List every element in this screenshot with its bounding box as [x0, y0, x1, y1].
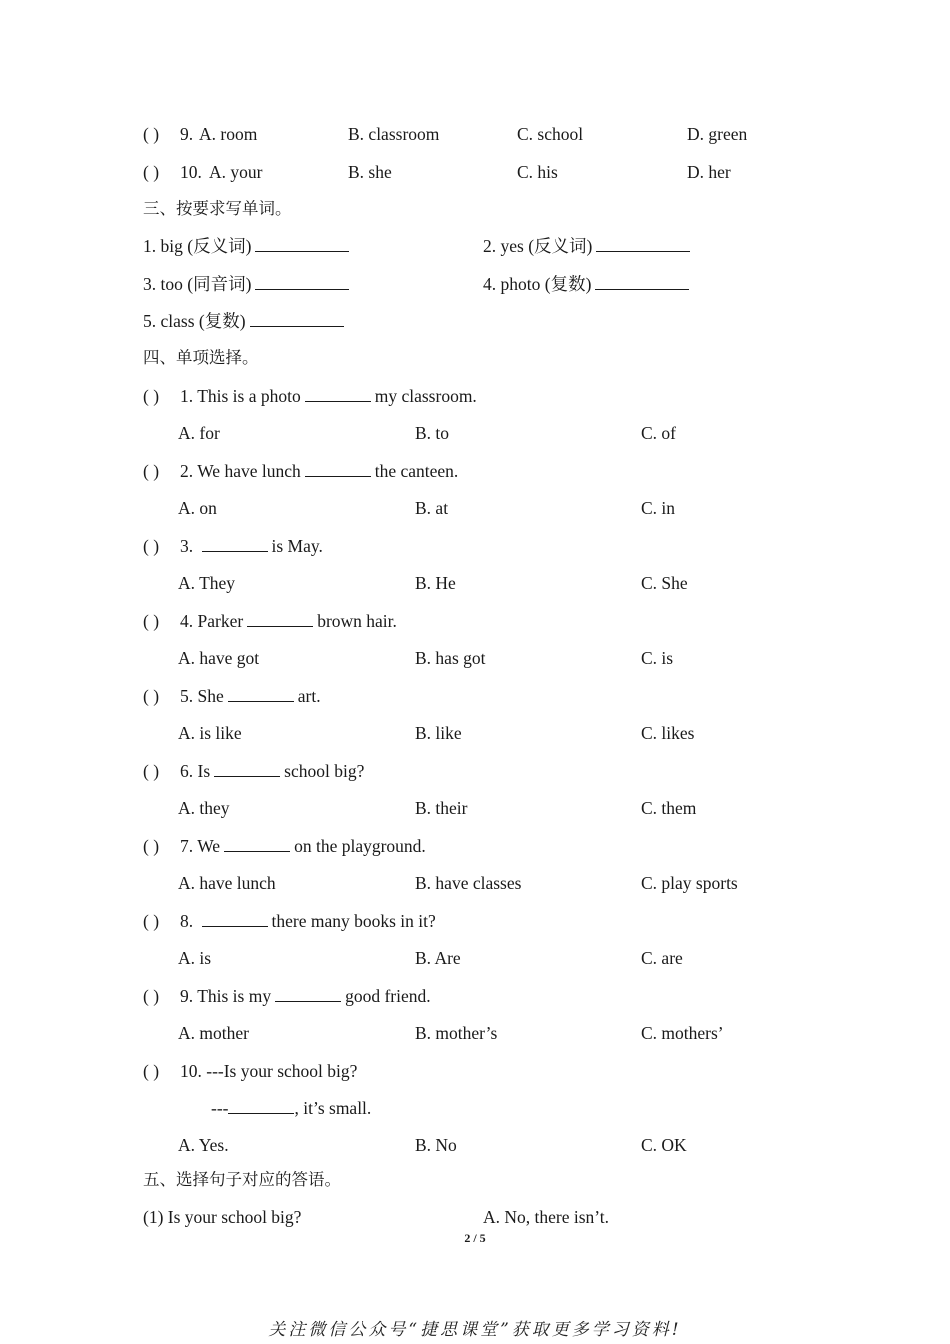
- question-number: 5.: [180, 686, 194, 706]
- question-stem: [180, 907, 436, 935]
- option-a[interactable]: A. they: [178, 798, 230, 818]
- reply-suffix: , it’s small.: [294, 1098, 372, 1118]
- answer-paren[interactable]: ( ): [143, 461, 160, 481]
- option-a[interactable]: A. have got: [178, 648, 260, 668]
- answer-blank[interactable]: [255, 237, 349, 252]
- question-2: [0, 457, 950, 485]
- question-stem: [180, 982, 431, 1010]
- question-1: [0, 382, 950, 410]
- question-9-options: [0, 1019, 950, 1047]
- question-text-after: brown hair.: [317, 611, 397, 631]
- option-b[interactable]: B. Are: [415, 948, 461, 968]
- question-text-after: my classroom.: [374, 386, 477, 406]
- answer-blank[interactable]: [202, 537, 268, 552]
- word-task-3: [143, 270, 353, 298]
- question-5: [0, 682, 950, 710]
- question-6-options: [0, 794, 950, 822]
- option-b: B. she: [348, 162, 392, 182]
- question-4: [0, 607, 950, 635]
- answer-blank[interactable]: [255, 275, 349, 290]
- section-3-row-2: [0, 270, 950, 298]
- option-b: B. classroom: [348, 124, 440, 144]
- section-5-row-1: [0, 1203, 950, 1231]
- question-text-after: school big?: [284, 761, 365, 781]
- word-task-label: 4. photo (复数): [483, 274, 592, 294]
- option-a: A. your: [209, 162, 263, 182]
- answer-blank[interactable]: [595, 275, 689, 290]
- answer-blank[interactable]: [224, 837, 290, 852]
- word-task-label: 5. class (复数): [143, 311, 246, 331]
- question-8-options: [0, 944, 950, 972]
- question-text-after: on the playground.: [294, 836, 426, 856]
- question-text-after: art.: [297, 686, 321, 706]
- question-1-options: [0, 419, 950, 447]
- question-3: [0, 532, 950, 560]
- option-a[interactable]: A. Yes.: [178, 1135, 229, 1155]
- answer-paren: ( ): [143, 162, 160, 182]
- option-c[interactable]: C. mothers’: [641, 1023, 724, 1043]
- option-c[interactable]: C. them: [641, 798, 697, 818]
- option-c[interactable]: C. are: [641, 948, 683, 968]
- option-b[interactable]: B. mother’s: [415, 1023, 498, 1043]
- option-d: D. green: [687, 124, 748, 144]
- option-a[interactable]: A. on: [178, 498, 217, 518]
- question-number: 9.: [180, 124, 194, 144]
- option-a[interactable]: A. is like: [178, 723, 242, 743]
- question-number: 9.: [180, 986, 194, 1006]
- section-5-title: [0, 1166, 950, 1194]
- option-c[interactable]: C. play sports: [641, 873, 738, 893]
- word-task-2: [483, 232, 694, 260]
- question-9: [0, 982, 950, 1010]
- question-number: 10.: [180, 162, 202, 182]
- answer-blank[interactable]: [275, 987, 341, 1002]
- answer-blank[interactable]: [228, 687, 294, 702]
- question-stem: [180, 607, 397, 635]
- answer-blank[interactable]: [214, 762, 280, 777]
- question-stem: [180, 532, 323, 560]
- answer-paren[interactable]: ( ): [143, 836, 160, 856]
- option-b[interactable]: B. at: [415, 498, 449, 518]
- question-7-options: [0, 869, 950, 897]
- question-text-before: This is my: [197, 986, 272, 1006]
- option-b[interactable]: B. like: [415, 723, 462, 743]
- answer-paren[interactable]: ( ): [143, 1061, 160, 1081]
- question-text-before: We have lunch: [197, 461, 301, 481]
- question-text-before: This is a photo: [197, 386, 301, 406]
- option-c[interactable]: C. OK: [641, 1135, 687, 1155]
- question-number: 1.: [180, 386, 194, 406]
- option-b[interactable]: B. to: [415, 423, 450, 443]
- question-stem: [180, 1057, 357, 1085]
- answer-paren: ( ): [143, 124, 160, 144]
- answer-blank[interactable]: [228, 1099, 294, 1114]
- option-a[interactable]: A. have lunch: [178, 873, 276, 893]
- option-b[interactable]: B. He: [415, 573, 456, 593]
- question-text-before: We: [197, 836, 221, 856]
- question-text-before: Is: [197, 761, 211, 781]
- option-d: D. her: [687, 162, 731, 182]
- question-6: [0, 757, 950, 785]
- option-c[interactable]: C. likes: [641, 723, 695, 743]
- match-answer: A. No, there isn’t.: [483, 1207, 610, 1227]
- reply-line: [211, 1094, 371, 1122]
- reply-prefix: ---: [211, 1098, 229, 1118]
- question-number: 4.: [180, 611, 194, 631]
- vocab-question-10: [0, 158, 950, 186]
- question-10: [0, 1057, 950, 1085]
- page-number: 2 / 5: [464, 1231, 486, 1245]
- option-b[interactable]: B. their: [415, 798, 468, 818]
- option-a[interactable]: A. is: [178, 948, 212, 968]
- section-title: 三、按要求写单词。: [143, 199, 292, 218]
- option-c: C. his: [517, 162, 558, 182]
- word-task-label: 1. big (反义词): [143, 236, 252, 256]
- question-stem: [180, 832, 426, 860]
- question-number: 2.: [180, 461, 194, 481]
- question-10-options: [0, 1131, 950, 1159]
- answer-blank[interactable]: [247, 612, 313, 627]
- answer-blank[interactable]: [596, 237, 690, 252]
- question-text-after: the canteen.: [374, 461, 459, 481]
- option-c[interactable]: C. She: [641, 573, 688, 593]
- question-stem: [180, 382, 477, 410]
- footer-note: 关注微信公众号“捷思课堂”获取更多学习资料!: [268, 1320, 682, 1340]
- section-3-row-3: [0, 307, 950, 335]
- question-5-options: [0, 719, 950, 747]
- question-3-options: [0, 569, 950, 597]
- question-number: 3.: [180, 536, 194, 556]
- option-a[interactable]: A. mother: [178, 1023, 249, 1043]
- question-10-reply: [0, 1094, 950, 1122]
- question-text: ---Is your school big?: [206, 1061, 358, 1081]
- option-a: A. room: [199, 124, 258, 144]
- question-stem: [180, 682, 321, 710]
- section-title: 五、选择句子对应的答语。: [143, 1170, 341, 1189]
- word-task-4: [483, 270, 693, 298]
- question-number: 6.: [180, 761, 194, 781]
- word-task-label: 2. yes (反义词): [483, 236, 593, 256]
- option-a[interactable]: A. for: [178, 423, 220, 443]
- question-text-before: Parker: [197, 611, 244, 631]
- question-stem: [180, 457, 458, 485]
- section-4-title: [0, 344, 950, 372]
- option-c[interactable]: C. is: [641, 648, 674, 668]
- question-number: 8.: [180, 911, 194, 931]
- answer-paren[interactable]: ( ): [143, 386, 160, 406]
- answer-blank[interactable]: [305, 387, 371, 402]
- answer-paren[interactable]: ( ): [143, 911, 160, 931]
- word-task-1: [143, 232, 353, 260]
- section-3-row-1: [0, 232, 950, 260]
- option-b[interactable]: B. has got: [415, 648, 486, 668]
- question-stem: [180, 757, 364, 785]
- answer-paren[interactable]: ( ): [143, 761, 160, 781]
- question-text-after: good friend.: [345, 986, 431, 1006]
- question-text-after: there many books in it?: [271, 911, 436, 931]
- option-b[interactable]: B. No: [415, 1135, 457, 1155]
- answer-paren[interactable]: ( ): [143, 536, 160, 556]
- option-c: C. school: [517, 124, 584, 144]
- question-number: 7.: [180, 836, 194, 856]
- answer-paren[interactable]: ( ): [143, 986, 160, 1006]
- word-task-5: [143, 307, 348, 335]
- answer-blank[interactable]: [202, 912, 268, 927]
- question-7: [0, 832, 950, 860]
- question-number: 10.: [180, 1061, 202, 1081]
- vocab-question-9: [0, 120, 950, 148]
- option-a[interactable]: A. They: [178, 573, 236, 593]
- answer-blank[interactable]: [250, 312, 344, 327]
- section-title: 四、单项选择。: [143, 348, 259, 367]
- question-8: [0, 907, 950, 935]
- match-question: (1) Is your school big?: [143, 1207, 302, 1227]
- answer-paren[interactable]: ( ): [143, 611, 160, 631]
- answer-paren[interactable]: ( ): [143, 686, 160, 706]
- option-c[interactable]: C. of: [641, 423, 676, 443]
- word-task-label: 3. too (同音词): [143, 274, 252, 294]
- question-2-options: [0, 494, 950, 522]
- option-c[interactable]: C. in: [641, 498, 676, 518]
- question-text-before: She: [197, 686, 224, 706]
- question-text-after: is May.: [271, 536, 323, 556]
- answer-blank[interactable]: [305, 462, 371, 477]
- question-4-options: [0, 644, 950, 672]
- section-3-title: [0, 195, 950, 223]
- option-b[interactable]: B. have classes: [415, 873, 522, 893]
